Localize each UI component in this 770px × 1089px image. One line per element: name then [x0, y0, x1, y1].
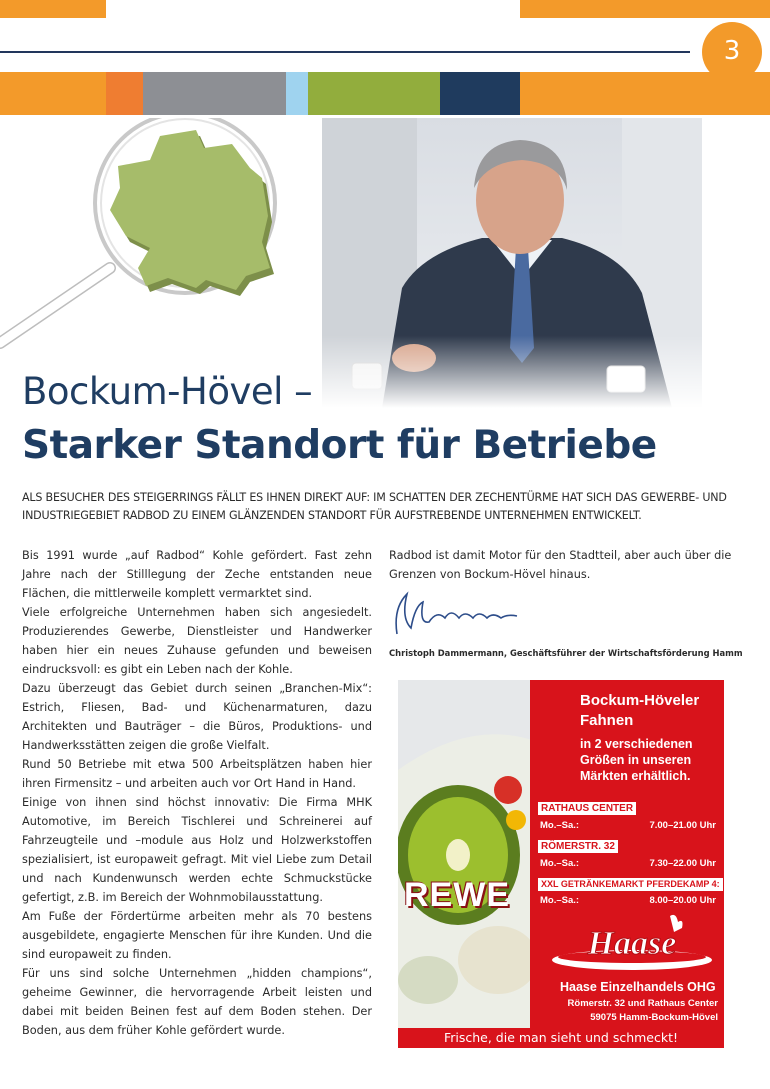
ad-photo: [398, 680, 532, 1028]
ad-address-2: 59075 Hamm-Bockum-Hövel: [590, 1012, 718, 1023]
header-bar-left: [0, 0, 106, 18]
portrait-photo: [322, 118, 702, 408]
opening-days: Mo.–Sa.:: [540, 895, 580, 906]
opening-days: Mo.–Sa.:: [540, 820, 580, 831]
paragraph: Am Fuße der Fördertürme arbeiten mehr als 70 bestens ausgebildete, engagierte Menschen für ihre Kunden. Und die sind europaweit zu finden.: [22, 910, 372, 961]
ad-sub-2: Größen in unseren: [580, 753, 692, 767]
opening-time: 8.00–20.00 Uhr: [649, 895, 716, 906]
ad-sub-1: in 2 verschiedenen: [580, 737, 693, 751]
haase-logo: [552, 912, 712, 978]
intro-text: ALS BESUCHER DES STEIGERRINGS FÄLLT ES IHNEN DIREKT AUF: IM SCHATTEN DER ZECHENTÜRME HAT SICH DAS GEWERBE- UND INDUSTRIEGEBIET RADBOD ZU EINEM GLÄNZENDEN STANDORT FÜR AUFSTREBENDE UNTERNEHMEN ENTWICKELT.: [22, 491, 727, 522]
advertisement: [398, 680, 724, 1048]
signature-caption: Christoph Dammermann, Geschäftsführer der Wirtschaftsförderung Hamm: [389, 648, 743, 658]
color-stripe-5: [308, 72, 440, 115]
opening-hours: [540, 858, 716, 869]
article-closing: Radbod ist damit Motor für den Stadtteil, aber auch über die Grenzen von Bockum-Hövel hinaus.: [389, 549, 732, 581]
ad-slogan: Frische, die man sieht und schmeckt!: [398, 1028, 724, 1048]
color-stripe-1: [0, 72, 106, 115]
ad-panel: [530, 680, 724, 1028]
opening-time: 7.30–22.00 Uhr: [649, 858, 716, 869]
title-line-1: Bockum-Hövel –: [22, 370, 313, 413]
location-name: XXL GETRÄNKEMARKT PFERDEKAMP 4:: [538, 878, 723, 891]
ad-headline-1: Bockum-Höveler: [580, 692, 700, 709]
rewe-logo: REWE: [404, 876, 510, 914]
color-stripe-7: [520, 72, 770, 115]
title-line-2: Starker Standort für Betriebe: [22, 423, 657, 468]
paragraph: Einige von ihnen sind höchst innovativ: Die Firma MHK Automotive, im Bereich Tischlerei und Schreinerei auf Fahrzeugteile und –module aus Holz und Holzwerkstoffen spezialisiert, ist europaweit gefragt. Mit viel Liebe zum Detail und nach Kundenwunsch werden echte Schmuckstücke gefertigt, z.B. im Bereich der Wohnmobilausstattung.: [22, 796, 372, 904]
ad-address-1: Römerstr. 32 und Rathaus Center: [567, 998, 718, 1009]
opening-hours: [540, 820, 716, 831]
paragraph: Rund 50 Betriebe mit etwa 500 Arbeitsplätzen haben hier ihren Firmensitz – und arbeiten auch vor Ort Hand in Hand.: [22, 758, 372, 790]
opening-time: 7.00–21.00 Uhr: [649, 820, 716, 831]
paragraph: Bis 1991 wurde „auf Radbod“ Kohle gefördert. Fast zehn Jahre nach der Stilllegung der Zeche entstanden neue Flächen, die mittlerweile komplett vermarktet sind.: [22, 549, 372, 600]
paragraph: Für uns sind solche Unternehmen „hidden champions“, geheime Gewinner, die hervorragende Arbeit leisten und dabei mit beiden Beinen fest auf dem Boden stehen. Der Boden, aus dem früher Kohle gefördert wurde.: [22, 967, 372, 1037]
color-stripe-3: [143, 72, 286, 115]
opening-hours: [540, 895, 716, 906]
ad-sub-3: Märkten erhältlich.: [580, 769, 691, 783]
header-rule: [0, 51, 690, 53]
magnifier-map-illustration: [0, 118, 300, 358]
color-stripe-6: [440, 72, 520, 115]
page-number: 3: [702, 22, 762, 82]
location-name: RÖMERSTR. 32: [538, 840, 618, 853]
color-stripe-4: [286, 72, 308, 115]
header-bar-right: [520, 0, 770, 18]
paragraph: Viele erfolgreiche Unternehmen haben sich angesiedelt. Produzierendes Gewerbe, Dienstleister und Handwerker haben hier ein neues Zuhause gefunden und beweisen eindrucksvoll: es gibt ein Leben nach der Kohle.: [22, 606, 372, 676]
article-body: [22, 546, 372, 1040]
ad-company: Haase Einzelhandels OHG: [560, 980, 716, 994]
opening-days: Mo.–Sa.:: [540, 858, 580, 869]
ad-headline-2: Fahnen: [580, 712, 634, 729]
haase-logo-text: Haase: [587, 925, 677, 962]
color-stripe-2: [106, 72, 143, 115]
signature: [389, 588, 529, 640]
paragraph: Dazu überzeugt das Gebiet durch seinen „Branchen-Mix“: Estrich, Fliesen, Bad- und Küchenarmaturen, dazu Architekten und Bauträger – die Büros, Produktions- und Handwerksstätten zeigen die große Vielfalt.: [22, 682, 372, 752]
location-name: RATHAUS CENTER: [538, 802, 636, 815]
